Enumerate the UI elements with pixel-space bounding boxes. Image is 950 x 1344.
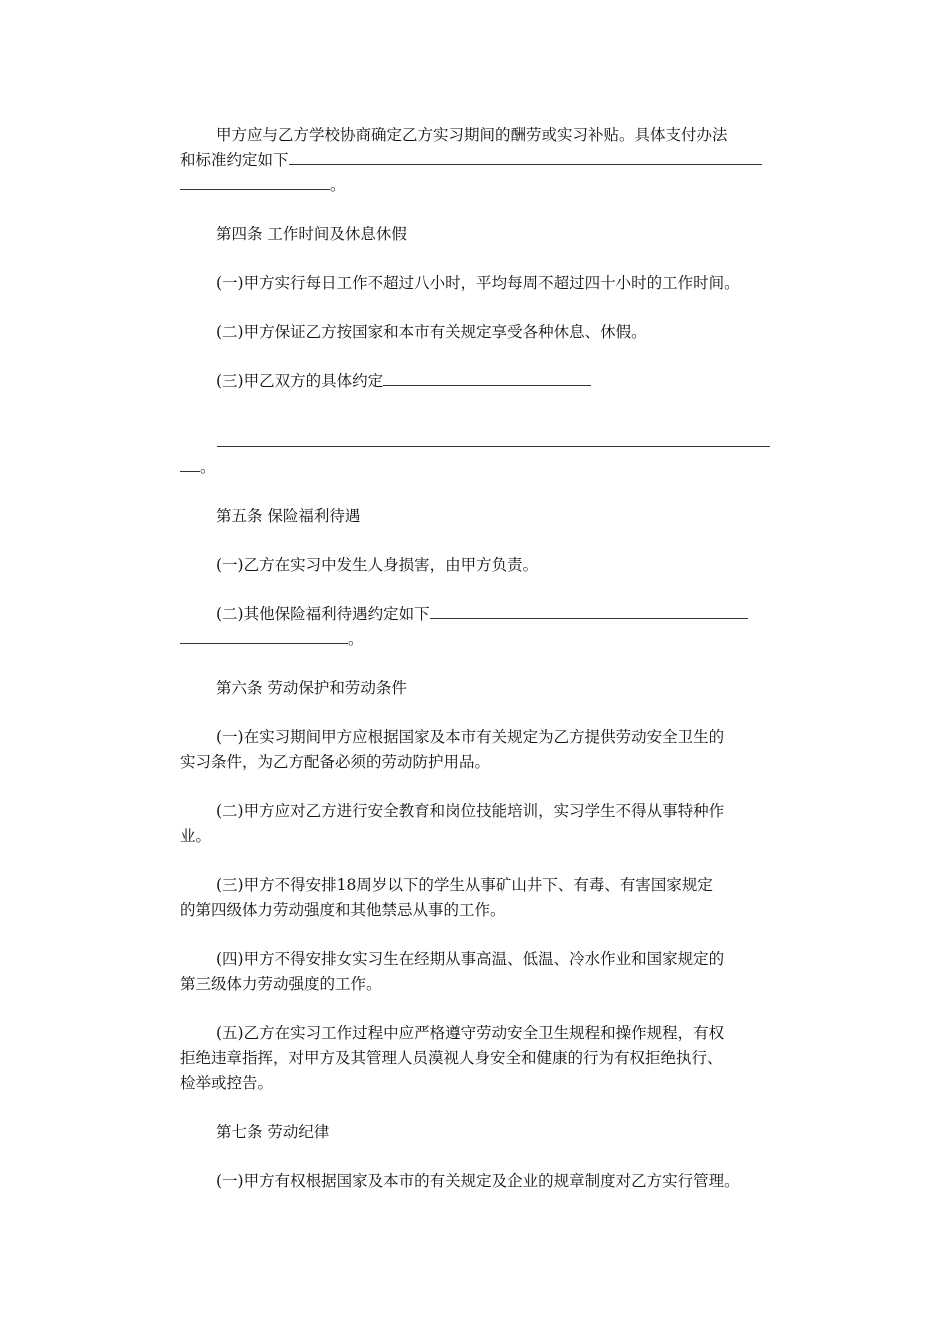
- spacer: [180, 529, 780, 553]
- text-line: 检举或控告。: [180, 1074, 274, 1092]
- spacer: [180, 701, 780, 725]
- paragraph-remuneration: [180, 123, 780, 198]
- text-line: 实习条件，为乙方配备必须的劳动防护用品。: [180, 753, 491, 771]
- text-line: (四)甲方不得安排女实习生在经期从事高温、低温、冷水作业和国家规定的: [216, 950, 725, 968]
- text-span: 和标准约定如下: [180, 151, 289, 169]
- spacer: [180, 849, 780, 873]
- text-span: 。: [330, 176, 346, 194]
- text-span: 。: [348, 630, 364, 648]
- article-6-clause-1: [180, 725, 780, 775]
- fill-in-blank[interactable]: [180, 174, 330, 190]
- text-span: (三)甲乙双方的具体约定: [216, 372, 384, 390]
- spacer: [180, 247, 780, 271]
- article-5-title: 第五条 保险福利待遇: [216, 507, 361, 525]
- spacer: [180, 775, 780, 799]
- text-line: 甲方应与乙方学校协商确定乙方实习期间的酬劳或实习补贴。具体支付办法: [216, 126, 728, 144]
- text-line: [180, 148, 780, 173]
- text-line: [180, 455, 780, 480]
- text-line: (一)在实习期间甲方应根据国家及本市有关规定为乙方提供劳动安全卫生的: [216, 728, 725, 746]
- spacer: [180, 345, 780, 369]
- article-6-clause-5: [180, 1021, 780, 1096]
- fill-in-blank[interactable]: [180, 456, 200, 472]
- article-7-title: 第七条 劳动纪律: [216, 1123, 330, 1141]
- spacer: [180, 923, 780, 947]
- article-6-clause-4: [180, 947, 780, 997]
- article-4-clause-2: (二)甲方保证乙方按国家和本市有关规定享受各种休息、休假。: [216, 323, 647, 341]
- article-6-clause-2: [180, 799, 780, 849]
- article-7-clause-1: (一)甲方有权根据国家及本市的有关规定及企业的规章制度对乙方实行管理。: [216, 1172, 740, 1190]
- text-line: [180, 627, 780, 652]
- article-5-clause-2: [180, 602, 780, 652]
- text-span: (二)其他保险福利待遇约定如下: [216, 605, 430, 623]
- text-line: (五)乙方在实习工作过程中应严格遵守劳动安全卫生规程和操作规程，有权: [216, 1024, 725, 1042]
- spacer: [180, 1096, 780, 1120]
- text-line: 业。: [180, 827, 212, 845]
- spacer: [180, 480, 780, 504]
- article-4-clause-1: (一)甲方实行每日工作不超过八小时，平均每周不超过四十小时的工作时间。: [216, 274, 740, 292]
- text-line: (三)甲方不得安排18周岁以下的学生从事矿山井下、有毒、有害国家规定: [216, 876, 713, 894]
- fill-in-blank[interactable]: [217, 431, 770, 447]
- article-6-title: 第六条 劳动保护和劳动条件: [216, 679, 407, 697]
- fill-in-blank[interactable]: [289, 149, 762, 165]
- spacer: [180, 578, 780, 602]
- contract-page: [180, 123, 780, 1194]
- spacer: [180, 296, 780, 320]
- text-line: [180, 430, 780, 455]
- text-line: 的第四级体力劳动强度和其他禁忌从事的工作。: [180, 901, 506, 919]
- fill-in-blank[interactable]: [430, 603, 748, 619]
- text-line: [180, 173, 780, 198]
- fill-in-blank[interactable]: [383, 370, 591, 386]
- text-line: [180, 602, 780, 627]
- spacer: [180, 997, 780, 1021]
- spacer: [180, 394, 780, 430]
- article-4-title: 第四条 工作时间及休息休假: [216, 225, 407, 243]
- spacer: [180, 652, 780, 676]
- article-6-clause-3: [180, 873, 780, 923]
- spacer: [180, 198, 780, 222]
- text-span: 。: [200, 458, 216, 476]
- spacer: [180, 1145, 780, 1169]
- article-5-clause-1: (一)乙方在实习中发生人身损害，由甲方负责。: [216, 556, 539, 574]
- text-line: (二)甲方应对乙方进行安全教育和岗位技能培训，实习学生不得从事特种作: [216, 802, 725, 820]
- text-line: 第三级体力劳动强度的工作。: [180, 975, 382, 993]
- article-4-clause-3: [180, 369, 780, 394]
- fill-in-blank[interactable]: [180, 628, 348, 644]
- text-line: 拒绝违章指挥，对甲方及其管理人员漠视人身安全和健康的行为有权拒绝执行、: [180, 1049, 723, 1067]
